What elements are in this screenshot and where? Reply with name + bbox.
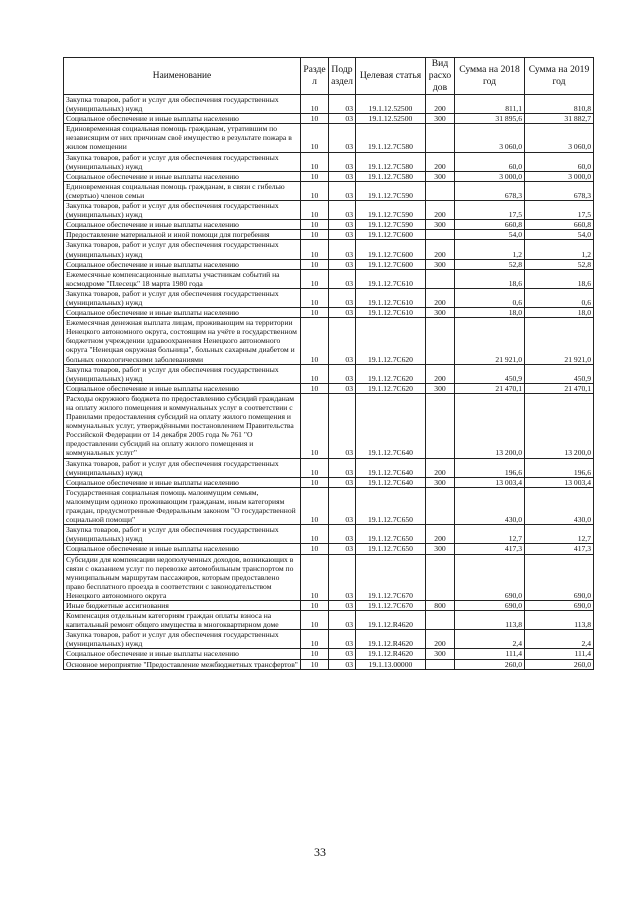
- page-number: 33: [314, 845, 326, 859]
- cell-subsection: 03: [329, 477, 356, 487]
- cell-target: 19.1.12.7С580: [356, 152, 426, 171]
- cell-subsection: 03: [329, 230, 356, 240]
- cell-sum-2018: 18,6: [455, 269, 525, 288]
- cell-expense: 300: [426, 171, 455, 181]
- cell-name: Социальное обеспечение и иные выплаты населению: [64, 259, 301, 269]
- cell-sum-2018: 13 200,0: [455, 393, 525, 458]
- cell-target: 19.1.12.7С610: [356, 308, 426, 318]
- cell-sum-2019: 13 200,0: [525, 393, 594, 458]
- cell-section: 10: [301, 659, 329, 669]
- cell-name: Ежемесячные компенсационные выплаты участникам событий на космодроме "Плесецк" 18 марта 1980 года: [64, 269, 301, 288]
- table-row: [64, 659, 594, 669]
- cell-sum-2018: 31 895,6: [455, 114, 525, 124]
- cell-sum-2018: 52,8: [455, 259, 525, 269]
- cell-name: Закупка товаров, работ и услуг для обеспечения государственных (муниципальных) нужд: [64, 152, 301, 171]
- cell-section: 10: [301, 458, 329, 477]
- cell-expense: 300: [426, 308, 455, 318]
- cell-sum-2018: 2,4: [455, 630, 525, 649]
- cell-section: 10: [301, 230, 329, 240]
- table-row: [64, 230, 594, 240]
- cell-section: 10: [301, 171, 329, 181]
- cell-sum-2018: 417,3: [455, 544, 525, 554]
- cell-sum-2018: 1,2: [455, 240, 525, 259]
- table-row: [64, 171, 594, 181]
- cell-name: Закупка товаров, работ и услуг для обеспечения государственных (муниципальных) нужд: [64, 525, 301, 544]
- cell-section: 10: [301, 152, 329, 171]
- cell-subsection: 03: [329, 487, 356, 524]
- cell-target: 19.1.12.7С640: [356, 477, 426, 487]
- table-row: [64, 269, 594, 288]
- cell-target: 19.1.12.7С650: [356, 544, 426, 554]
- cell-name: Единовременная социальная помощь гражданам, утратившим по независящим от них причинам своё имущество в результате пожара в жилом помещении: [64, 124, 301, 152]
- cell-sum-2019: 60,0: [525, 152, 594, 171]
- table-row: [64, 288, 594, 307]
- cell-sum-2019: 1,2: [525, 240, 594, 259]
- cell-expense: [426, 659, 455, 669]
- cell-expense: 200: [426, 458, 455, 477]
- header-name: Наименование: [64, 58, 301, 95]
- cell-name: Социальное обеспечение и иные выплаты населению: [64, 114, 301, 124]
- table-row: [64, 487, 594, 524]
- table-row: [64, 611, 594, 630]
- cell-sum-2019: 18,0: [525, 308, 594, 318]
- cell-target: 19.1.12.7С590: [356, 181, 426, 200]
- cell-subsection: 03: [329, 544, 356, 554]
- header-subsection: Подр аздел: [329, 58, 356, 95]
- cell-name: Субсидии для компенсации недополученных доходов, возникающих в связи с оказанием услуг по перевозке автомобильным транспортом по муниципальным маршрутам пассажиров, которым предоставлено право бесплатного проезда в соответствии с законодательством Ненецкого автономного округа: [64, 554, 301, 600]
- table-header-row: [64, 58, 594, 95]
- cell-section: 10: [301, 181, 329, 200]
- cell-sum-2018: 21 921,0: [455, 318, 525, 364]
- cell-sum-2019: 52,8: [525, 259, 594, 269]
- cell-sum-2018: 196,6: [455, 458, 525, 477]
- cell-sum-2019: 417,3: [525, 544, 594, 554]
- cell-name: Основное мероприятие "Предоставление межбюджетных трансфертов": [64, 659, 301, 669]
- cell-target: 19.1.12.7С610: [356, 269, 426, 288]
- table-row: [64, 544, 594, 554]
- cell-expense: 300: [426, 220, 455, 230]
- cell-subsection: 03: [329, 269, 356, 288]
- cell-expense: 300: [426, 114, 455, 124]
- cell-expense: 300: [426, 649, 455, 659]
- cell-sum-2018: 3 060,0: [455, 124, 525, 152]
- cell-sum-2018: 21 470,1: [455, 383, 525, 393]
- cell-sum-2019: 660,8: [525, 220, 594, 230]
- cell-sum-2019: 18,6: [525, 269, 594, 288]
- cell-sum-2018: 690,0: [455, 600, 525, 610]
- header-sum-2019: Сумма на 2019 год: [525, 58, 594, 95]
- table-row: [64, 220, 594, 230]
- cell-section: 10: [301, 477, 329, 487]
- cell-expense: [426, 393, 455, 458]
- cell-expense: 800: [426, 600, 455, 610]
- cell-name: Закупка товаров, работ и услуг для обеспечения государственных (муниципальных) нужд: [64, 630, 301, 649]
- cell-section: 10: [301, 240, 329, 259]
- cell-section: 10: [301, 611, 329, 630]
- cell-sum-2018: 54,0: [455, 230, 525, 240]
- table-row: [64, 554, 594, 600]
- cell-name: Социальное обеспечение и иные выплаты населению: [64, 308, 301, 318]
- cell-name: Государственная социальная помощь малоимущим семьям, малоимущим одиноко проживающим гражданам, иным категориям граждан, предусмотренные Федеральным законом "О государственной социальной помощи": [64, 487, 301, 524]
- header-section: Разде л: [301, 58, 329, 95]
- cell-target: 19.1.12.7С640: [356, 458, 426, 477]
- cell-section: 10: [301, 383, 329, 393]
- cell-expense: 300: [426, 544, 455, 554]
- cell-expense: 200: [426, 152, 455, 171]
- cell-sum-2019: 13 003,4: [525, 477, 594, 487]
- cell-sum-2018: 17,5: [455, 201, 525, 220]
- cell-subsection: 03: [329, 393, 356, 458]
- cell-expense: [426, 487, 455, 524]
- cell-expense: [426, 318, 455, 364]
- table-row: [64, 364, 594, 383]
- cell-expense: [426, 554, 455, 600]
- cell-subsection: 03: [329, 458, 356, 477]
- cell-sum-2018: 450,9: [455, 364, 525, 383]
- cell-sum-2019: 2,4: [525, 630, 594, 649]
- table-row: [64, 458, 594, 477]
- cell-sum-2018: 660,8: [455, 220, 525, 230]
- cell-section: 10: [301, 201, 329, 220]
- cell-target: 19.1.12.7С620: [356, 318, 426, 364]
- cell-sum-2019: 113,8: [525, 611, 594, 630]
- cell-section: 10: [301, 600, 329, 610]
- cell-target: 19.1.12.R4620: [356, 611, 426, 630]
- cell-expense: 200: [426, 525, 455, 544]
- cell-expense: 300: [426, 259, 455, 269]
- cell-target: 19.1.12.52500: [356, 95, 426, 114]
- cell-name: Закупка товаров, работ и услуг для обеспечения государственных (муниципальных) нужд: [64, 95, 301, 114]
- table-row: [64, 240, 594, 259]
- table-row: [64, 259, 594, 269]
- cell-sum-2018: 0,6: [455, 288, 525, 307]
- cell-expense: 200: [426, 364, 455, 383]
- cell-expense: 200: [426, 630, 455, 649]
- cell-expense: 200: [426, 201, 455, 220]
- cell-subsection: 03: [329, 318, 356, 364]
- cell-target: 19.1.12.7С670: [356, 600, 426, 610]
- cell-subsection: 03: [329, 95, 356, 114]
- cell-sum-2019: 430,0: [525, 487, 594, 524]
- cell-subsection: 03: [329, 288, 356, 307]
- cell-subsection: 03: [329, 630, 356, 649]
- cell-subsection: 03: [329, 554, 356, 600]
- cell-name: Закупка товаров, работ и услуг для обеспечения государственных (муниципальных) нужд: [64, 458, 301, 477]
- cell-sum-2019: 196,6: [525, 458, 594, 477]
- cell-section: 10: [301, 630, 329, 649]
- table-row: [64, 318, 594, 364]
- cell-subsection: 03: [329, 308, 356, 318]
- cell-target: 19.1.12.R4620: [356, 630, 426, 649]
- cell-subsection: 03: [329, 124, 356, 152]
- table-row: [64, 152, 594, 171]
- table-row: [64, 114, 594, 124]
- cell-subsection: 03: [329, 171, 356, 181]
- cell-section: 10: [301, 259, 329, 269]
- cell-section: 10: [301, 649, 329, 659]
- cell-sum-2018: 18,0: [455, 308, 525, 318]
- cell-target: 19.1.12.7С600: [356, 230, 426, 240]
- table-row: [64, 383, 594, 393]
- cell-section: 10: [301, 544, 329, 554]
- cell-sum-2019: 17,5: [525, 201, 594, 220]
- cell-target: 19.1.12.R4620: [356, 649, 426, 659]
- cell-section: 10: [301, 308, 329, 318]
- cell-section: 10: [301, 554, 329, 600]
- cell-name: Социальное обеспечение и иные выплаты населению: [64, 544, 301, 554]
- cell-subsection: 03: [329, 240, 356, 259]
- table-row: [64, 630, 594, 649]
- cell-sum-2018: 260,0: [455, 659, 525, 669]
- cell-section: 10: [301, 364, 329, 383]
- cell-name: Социальное обеспечение и иные выплаты населению: [64, 383, 301, 393]
- cell-expense: 200: [426, 240, 455, 259]
- table-row: [64, 308, 594, 318]
- cell-subsection: 03: [329, 525, 356, 544]
- header-target: Целевая статья: [356, 58, 426, 95]
- cell-target: 19.1.12.7С650: [356, 487, 426, 524]
- cell-sum-2019: 450,9: [525, 364, 594, 383]
- cell-sum-2019: 810,8: [525, 95, 594, 114]
- cell-subsection: 03: [329, 383, 356, 393]
- cell-expense: [426, 611, 455, 630]
- cell-name: Закупка товаров, работ и услуг для обеспечения государственных (муниципальных) нужд: [64, 240, 301, 259]
- cell-sum-2019: 3 000,0: [525, 171, 594, 181]
- cell-target: 19.1.13.00000: [356, 659, 426, 669]
- cell-expense: 300: [426, 383, 455, 393]
- cell-subsection: 03: [329, 600, 356, 610]
- cell-expense: 300: [426, 477, 455, 487]
- cell-target: 19.1.12.7С640: [356, 393, 426, 458]
- cell-sum-2019: 678,3: [525, 181, 594, 200]
- cell-section: 10: [301, 220, 329, 230]
- cell-sum-2018: 13 003,4: [455, 477, 525, 487]
- cell-subsection: 03: [329, 611, 356, 630]
- cell-sum-2018: 678,3: [455, 181, 525, 200]
- cell-subsection: 03: [329, 201, 356, 220]
- cell-sum-2018: 113,8: [455, 611, 525, 630]
- cell-expense: [426, 269, 455, 288]
- cell-sum-2019: 0,6: [525, 288, 594, 307]
- cell-name: Предоставление материальной и иной помощи для погребения: [64, 230, 301, 240]
- cell-section: 10: [301, 269, 329, 288]
- cell-target: 19.1.12.7С590: [356, 201, 426, 220]
- cell-sum-2019: 260,0: [525, 659, 594, 669]
- table-row: [64, 181, 594, 200]
- cell-name: Закупка товаров, работ и услуг для обеспечения государственных (муниципальных) нужд: [64, 288, 301, 307]
- budget-table: [63, 57, 594, 670]
- cell-name: Компенсация отдельным категориям граждан оплаты взноса на капитальный ремонт общего имущества в многоквартирном доме: [64, 611, 301, 630]
- cell-name: Иные бюджетные ассигнования: [64, 600, 301, 610]
- cell-target: 19.1.12.7С590: [356, 220, 426, 230]
- cell-target: 19.1.12.52500: [356, 114, 426, 124]
- cell-section: 10: [301, 114, 329, 124]
- cell-target: 19.1.12.7С600: [356, 259, 426, 269]
- cell-subsection: 03: [329, 364, 356, 383]
- table-row: [64, 525, 594, 544]
- cell-target: 19.1.12.7С650: [356, 525, 426, 544]
- cell-sum-2019: 54,0: [525, 230, 594, 240]
- cell-section: 10: [301, 487, 329, 524]
- header-expense: Вид расхо дов: [426, 58, 455, 95]
- cell-subsection: 03: [329, 259, 356, 269]
- table-row: [64, 124, 594, 152]
- cell-target: 19.1.12.7С620: [356, 364, 426, 383]
- cell-section: 10: [301, 288, 329, 307]
- cell-target: 19.1.12.7С580: [356, 124, 426, 152]
- header-sum-2018: Сумма на 2018 год: [455, 58, 525, 95]
- cell-subsection: 03: [329, 659, 356, 669]
- table-row: [64, 600, 594, 610]
- cell-sum-2019: 21 470,1: [525, 383, 594, 393]
- cell-target: 19.1.12.7С610: [356, 288, 426, 307]
- cell-sum-2018: 111,4: [455, 649, 525, 659]
- table-row: [64, 649, 594, 659]
- cell-expense: [426, 124, 455, 152]
- cell-section: 10: [301, 95, 329, 114]
- cell-sum-2019: 12,7: [525, 525, 594, 544]
- cell-name: Социальное обеспечение и иные выплаты населению: [64, 649, 301, 659]
- cell-section: 10: [301, 318, 329, 364]
- cell-expense: 200: [426, 288, 455, 307]
- cell-sum-2019: 21 921,0: [525, 318, 594, 364]
- cell-name: Социальное обеспечение и иные выплаты населению: [64, 477, 301, 487]
- cell-sum-2018: 3 000,0: [455, 171, 525, 181]
- cell-section: 10: [301, 525, 329, 544]
- cell-name: Единовременная социальная помощь гражданам, в связи с гибелью (смертью) членов семьи: [64, 181, 301, 200]
- cell-sum-2019: 3 060,0: [525, 124, 594, 152]
- cell-sum-2019: 31 882,7: [525, 114, 594, 124]
- cell-sum-2019: 111,4: [525, 649, 594, 659]
- cell-sum-2018: 12,7: [455, 525, 525, 544]
- cell-name: Социальное обеспечение и иные выплаты населению: [64, 171, 301, 181]
- cell-name: Социальное обеспечение и иные выплаты населению: [64, 220, 301, 230]
- cell-subsection: 03: [329, 181, 356, 200]
- table-row: [64, 477, 594, 487]
- cell-sum-2018: 811,1: [455, 95, 525, 114]
- cell-sum-2018: 430,0: [455, 487, 525, 524]
- cell-subsection: 03: [329, 152, 356, 171]
- cell-name: Закупка товаров, работ и услуг для обеспечения государственных (муниципальных) нужд: [64, 364, 301, 383]
- cell-expense: [426, 230, 455, 240]
- cell-target: 19.1.12.7С580: [356, 171, 426, 181]
- cell-target: 19.1.12.7С600: [356, 240, 426, 259]
- table-row: [64, 201, 594, 220]
- cell-name: Закупка товаров, работ и услуг для обеспечения государственных (муниципальных) нужд: [64, 201, 301, 220]
- cell-target: 19.1.12.7С620: [356, 383, 426, 393]
- cell-subsection: 03: [329, 649, 356, 659]
- cell-sum-2018: 690,0: [455, 554, 525, 600]
- cell-subsection: 03: [329, 220, 356, 230]
- cell-expense: 200: [426, 95, 455, 114]
- cell-sum-2019: 690,0: [525, 554, 594, 600]
- cell-section: 10: [301, 393, 329, 458]
- cell-target: 19.1.12.7С670: [356, 554, 426, 600]
- cell-sum-2019: 690,0: [525, 600, 594, 610]
- cell-name: Ежемесячная денежная выплата лицам, проживающим на территории Ненецкого автономного округа, состоящим на учёте в государственном бюджетном учреждении здравоохранения Ненецкого автономного округа "Ненецкая окружная больница", больных сахарным диабетом и больных онкологическими заболеваниями: [64, 318, 301, 364]
- cell-sum-2018: 60,0: [455, 152, 525, 171]
- cell-expense: [426, 181, 455, 200]
- table-row: [64, 393, 594, 458]
- cell-subsection: 03: [329, 114, 356, 124]
- table-row: [64, 95, 594, 114]
- cell-name: Расходы окружного бюджета по предоставлению субсидий гражданам на оплату жилого помещения и коммунальных услуг в соответствии с Правилами предоставления субсидий на оплату жилого помещения и коммунальных услуг, утверждёнными постановлением Правительства Российской Федерации от 14 декабря 2005 года № 761 "О предоставлении субсидий на оплату жилого помещения и коммунальных услуг": [64, 393, 301, 458]
- cell-section: 10: [301, 124, 329, 152]
